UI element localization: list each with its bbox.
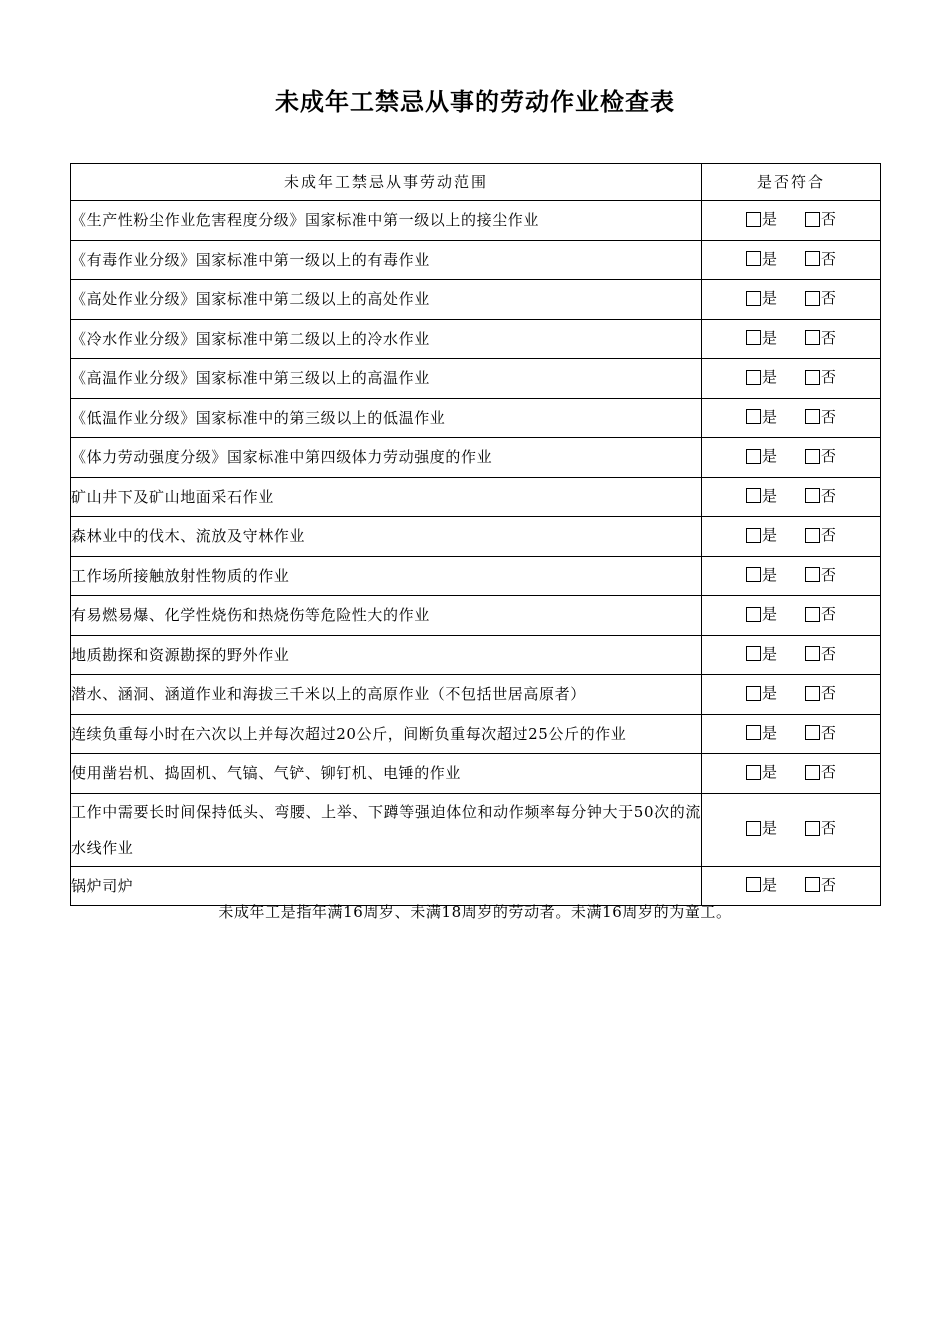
row-compliance-options xyxy=(702,201,881,241)
checkbox-yes[interactable] xyxy=(746,370,761,385)
table-row xyxy=(71,714,881,754)
checkbox-yes[interactable] xyxy=(746,212,761,227)
checkbox-yes[interactable] xyxy=(746,251,761,266)
table-row xyxy=(71,438,881,478)
option-no[interactable] xyxy=(805,399,836,435)
row-item-text: 《冷水作业分级》国家标准中第二级以上的冷水作业 xyxy=(71,319,702,359)
option-yes-label: 是 xyxy=(761,210,777,228)
checkbox-yes[interactable] xyxy=(746,686,761,701)
option-yes[interactable] xyxy=(746,557,777,593)
checkbox-yes[interactable] xyxy=(746,567,761,582)
row-item-text: 锅炉司炉 xyxy=(71,866,702,906)
checkbox-no[interactable] xyxy=(805,330,820,345)
table-row xyxy=(71,319,881,359)
option-no[interactable] xyxy=(805,478,836,514)
option-no[interactable] xyxy=(805,320,836,356)
checkbox-no[interactable] xyxy=(805,765,820,780)
checkbox-yes[interactable] xyxy=(746,765,761,780)
checkbox-yes[interactable] xyxy=(746,409,761,424)
row-compliance-options xyxy=(702,240,881,280)
option-yes-label: 是 xyxy=(761,249,777,268)
checkbox-no[interactable] xyxy=(805,567,820,582)
checkbox-yes[interactable] xyxy=(746,449,761,464)
table-row xyxy=(71,517,881,557)
option-no-label: 否 xyxy=(821,605,837,623)
row-item-text: 《高处作业分级》国家标准中第二级以上的高处作业 xyxy=(71,280,702,320)
option-yes-label: 是 xyxy=(761,368,777,386)
row-compliance-options xyxy=(702,714,881,754)
row-item-text: 《有毒作业分级》国家标准中第一级以上的有毒作业 xyxy=(71,240,702,280)
row-compliance-options xyxy=(702,556,881,596)
option-no[interactable] xyxy=(805,280,836,316)
checkbox-no[interactable] xyxy=(805,528,820,543)
option-yes[interactable] xyxy=(746,715,777,751)
option-yes-label: 是 xyxy=(761,407,777,426)
checkbox-no[interactable] xyxy=(805,725,820,740)
checkbox-no[interactable] xyxy=(805,488,820,503)
row-item-text: 《生产性粉尘作业危害程度分级》国家标准中第一级以上的接尘作业 xyxy=(71,201,702,241)
row-item-text: 《体力劳动强度分级》国家标准中第四级体力劳动强度的作业 xyxy=(71,438,702,478)
checkbox-no[interactable] xyxy=(805,686,820,701)
row-item-text: 使用凿岩机、捣固机、气镐、气铲、铆钉机、电锤的作业 xyxy=(71,754,702,794)
row-item-text: 连续负重每小时在六次以上并每次超过20公斤，间断负重每次超过25公斤的作业 xyxy=(71,714,702,754)
option-yes[interactable] xyxy=(746,810,777,846)
option-yes-label: 是 xyxy=(761,565,777,584)
page-title: 未成年工禁忌从事的劳动作业检查表 xyxy=(275,88,675,116)
option-no-label: 否 xyxy=(821,644,837,663)
row-item-text: 工作中需要长时间保持低头、弯腰、上举、下蹲等强迫体位和动作频率每分钟大于50次的流水线作业 xyxy=(71,793,702,866)
row-compliance-options xyxy=(702,477,881,517)
table-row xyxy=(71,635,881,675)
table-row xyxy=(71,240,881,280)
row-compliance-options xyxy=(702,754,881,794)
option-yes[interactable] xyxy=(746,280,777,316)
row-item-text: 《高温作业分级》国家标准中第三级以上的高温作业 xyxy=(71,359,702,399)
option-yes[interactable] xyxy=(746,320,777,356)
checkbox-no[interactable] xyxy=(805,646,820,661)
checkbox-no[interactable] xyxy=(805,821,820,836)
option-yes[interactable] xyxy=(746,399,777,435)
option-no-label: 否 xyxy=(821,368,837,386)
table-row xyxy=(71,556,881,596)
option-yes[interactable] xyxy=(746,675,777,711)
option-yes-label: 是 xyxy=(761,819,777,838)
table-row xyxy=(71,280,881,320)
option-no-label: 否 xyxy=(821,565,837,584)
option-yes-label: 是 xyxy=(761,328,777,347)
option-yes[interactable] xyxy=(746,478,777,514)
row-compliance-options xyxy=(702,866,881,906)
table-row xyxy=(71,398,881,438)
option-yes[interactable] xyxy=(746,636,777,672)
row-compliance-options xyxy=(702,398,881,438)
table-row xyxy=(71,477,881,517)
table-row xyxy=(71,201,881,241)
checkbox-yes[interactable] xyxy=(746,646,761,661)
table-row xyxy=(71,866,881,906)
option-yes[interactable] xyxy=(746,517,777,553)
option-yes-label: 是 xyxy=(761,605,777,623)
row-compliance-options xyxy=(702,438,881,478)
option-no-label: 否 xyxy=(821,875,837,894)
checkbox-no[interactable] xyxy=(805,449,820,464)
table-row xyxy=(71,596,881,636)
row-compliance-options xyxy=(702,517,881,557)
option-no-label: 否 xyxy=(821,289,837,307)
row-item-text: 森林业中的伐木、流放及守林作业 xyxy=(71,517,702,557)
option-yes-label: 是 xyxy=(761,289,777,307)
option-no-label: 否 xyxy=(821,684,837,702)
option-yes-label: 是 xyxy=(761,763,777,781)
checkbox-yes[interactable] xyxy=(746,877,761,892)
option-yes[interactable] xyxy=(746,596,777,632)
header-compliance: 是否符合 xyxy=(702,164,881,201)
option-yes[interactable] xyxy=(746,241,777,277)
checkbox-no[interactable] xyxy=(805,877,820,892)
option-yes[interactable] xyxy=(746,201,777,237)
option-no-label: 否 xyxy=(821,249,837,268)
checkbox-no[interactable] xyxy=(805,251,820,266)
row-compliance-options xyxy=(702,793,881,866)
option-no[interactable] xyxy=(805,517,836,553)
option-yes-label: 是 xyxy=(761,486,777,505)
row-compliance-options xyxy=(702,675,881,715)
checklist-table xyxy=(70,163,881,906)
option-no[interactable] xyxy=(805,675,836,711)
checkbox-no[interactable] xyxy=(805,370,820,385)
table-row xyxy=(71,675,881,715)
checkbox-yes[interactable] xyxy=(746,821,761,836)
option-no[interactable] xyxy=(805,636,836,672)
checkbox-yes[interactable] xyxy=(746,291,761,306)
option-yes-label: 是 xyxy=(761,447,777,465)
option-no-label: 否 xyxy=(821,210,837,228)
option-no[interactable] xyxy=(805,241,836,277)
checkbox-no[interactable] xyxy=(805,409,820,424)
row-compliance-options xyxy=(702,596,881,636)
option-no-label: 否 xyxy=(821,763,837,781)
option-no-label: 否 xyxy=(821,819,837,838)
row-item-text: 《低温作业分级》国家标准中的第三级以上的低温作业 xyxy=(71,398,702,438)
option-yes[interactable] xyxy=(746,438,777,474)
option-no-label: 否 xyxy=(821,328,837,347)
footnote: 未成年工是指年满16周岁、未满18周岁的劳动者。未满16周岁的为童工。 xyxy=(218,903,732,921)
option-yes-label: 是 xyxy=(761,644,777,663)
row-item-text: 潜水、涵洞、涵道作业和海拔三千米以上的高原作业（不包括世居高原者） xyxy=(71,675,702,715)
option-yes[interactable] xyxy=(746,867,777,903)
row-item-text: 矿山井下及矿山地面采石作业 xyxy=(71,477,702,517)
row-compliance-options xyxy=(702,319,881,359)
option-yes-label: 是 xyxy=(761,526,777,544)
option-no[interactable] xyxy=(805,438,836,474)
option-no[interactable] xyxy=(805,754,836,790)
table-header-row xyxy=(71,164,881,201)
table-row xyxy=(71,793,881,866)
row-item-text: 工作场所接触放射性物质的作业 xyxy=(71,556,702,596)
table-row xyxy=(71,359,881,399)
option-no[interactable] xyxy=(805,810,836,846)
option-no[interactable] xyxy=(805,201,836,237)
option-no[interactable] xyxy=(805,596,836,632)
row-compliance-options xyxy=(702,635,881,675)
row-item-text: 有易燃易爆、化学性烧伤和热烧伤等危险性大的作业 xyxy=(71,596,702,636)
option-no-label: 否 xyxy=(821,486,837,505)
checkbox-yes[interactable] xyxy=(746,330,761,345)
header-scope: 未成年工禁忌从事劳动范围 xyxy=(71,164,702,201)
option-no[interactable] xyxy=(805,557,836,593)
option-no-label: 否 xyxy=(821,447,837,465)
row-item-text: 地质勘探和资源勘探的野外作业 xyxy=(71,635,702,675)
option-no[interactable] xyxy=(805,715,836,751)
option-no-label: 否 xyxy=(821,526,837,544)
table-row xyxy=(71,754,881,794)
option-yes-label: 是 xyxy=(761,875,777,894)
row-compliance-options xyxy=(702,359,881,399)
row-compliance-options xyxy=(702,280,881,320)
checkbox-no[interactable] xyxy=(805,212,820,227)
option-no-label: 否 xyxy=(821,723,837,742)
table-body xyxy=(71,201,881,906)
checkbox-yes[interactable] xyxy=(746,528,761,543)
option-no[interactable] xyxy=(805,867,836,903)
checkbox-yes[interactable] xyxy=(746,488,761,503)
option-yes[interactable] xyxy=(746,359,777,395)
option-no[interactable] xyxy=(805,359,836,395)
checkbox-no[interactable] xyxy=(805,607,820,622)
option-yes-label: 是 xyxy=(761,684,777,702)
option-yes[interactable] xyxy=(746,754,777,790)
option-no-label: 否 xyxy=(821,407,837,426)
checkbox-yes[interactable] xyxy=(746,725,761,740)
checkbox-yes[interactable] xyxy=(746,607,761,622)
checkbox-no[interactable] xyxy=(805,291,820,306)
option-yes-label: 是 xyxy=(761,723,777,742)
